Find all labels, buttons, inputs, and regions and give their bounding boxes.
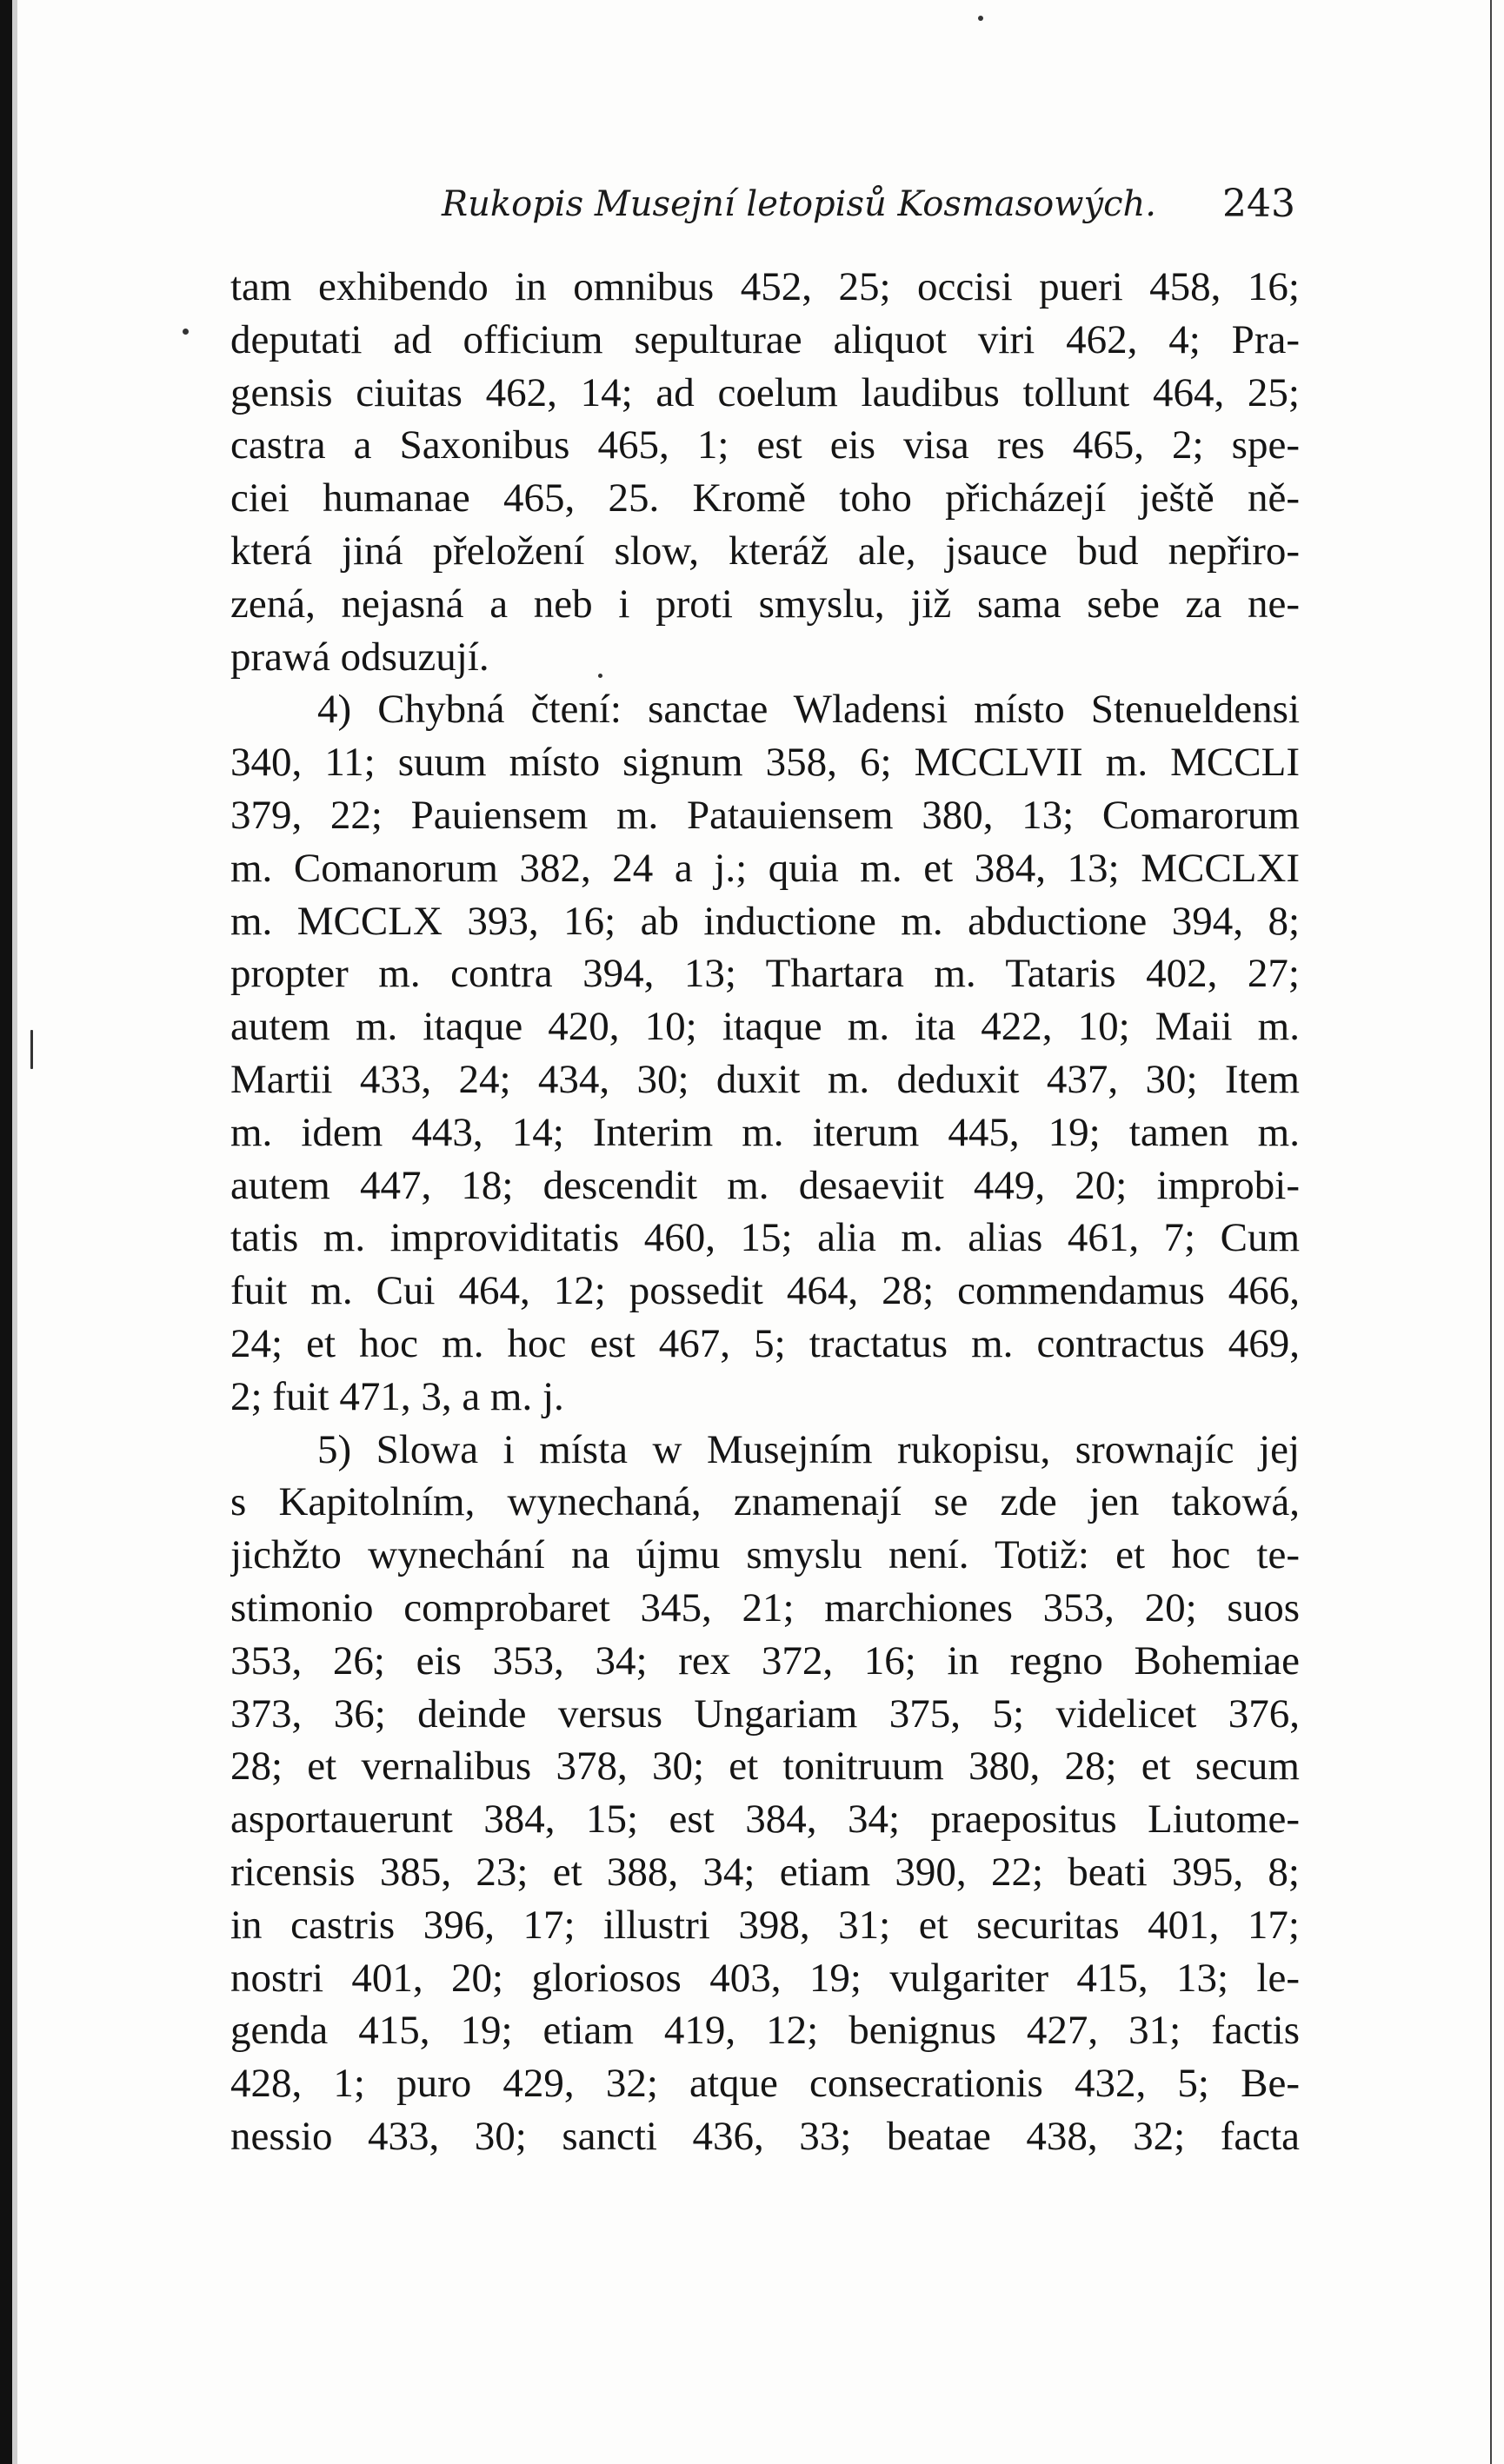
body-text [230, 261, 1300, 2163]
text-line: in castris 396, 17; illustri 398, 31; et securitas 401, 17; [230, 1902, 1300, 1948]
scan-speck [978, 16, 983, 21]
text-line: m. MCCLX 393, 16; ab inductione m. abductione 394, 8; [230, 898, 1300, 944]
text-line: ciei humanae 465, 25. Kromě toho přicházejí ještě ně- [230, 475, 1300, 521]
text-line: zená, nejasná a neb i proti smyslu, již sama sebe za ne- [230, 581, 1300, 627]
text-line: jichžto wynechání na újmu smyslu není. Totiž: et hoc te- [230, 1532, 1300, 1578]
text-line: která jiná přeložení slow, kteráž ale, jsauce bud nepřiro- [230, 528, 1300, 574]
paragraph-5-slowa-i-mista [230, 1424, 1300, 2163]
running-title: Rukopis Musejní letopisů Kosmasowých. [442, 184, 1156, 224]
text-line: tam exhibendo in omnibus 452, 25; occisi pueri 458, 16; [230, 264, 1300, 309]
page-edge-line [1490, 0, 1492, 2464]
text-line: 28; et vernalibus 378, 30; et tonitruum 380, 28; et secum [230, 1743, 1300, 1790]
text-line: gensis ciuitas 462, 14; ad coelum laudibus tollunt 464, 25; [230, 369, 1300, 415]
text-line: s Kapitolním, wynechaná, znamenají se zde jen takowá, [230, 1479, 1300, 1525]
text-line: asportauerunt 384, 15; est 384, 34; praepositus Liutome- [230, 1797, 1300, 1843]
gutter-shadow [12, 0, 17, 2464]
text-line: ricensis 385, 23; et 388, 34; etiam 390, 22; beati 395, 8; [230, 1849, 1300, 1895]
text-line: m. idem 443, 14; Interim m. iterum 445, 19; tamen m. [230, 1109, 1300, 1155]
text-line: nostri 401, 20; gloriosos 403, 19; vulgariter 415, 13; le- [230, 1955, 1300, 2001]
paragraph-4-chybna-cteni [230, 683, 1300, 1423]
text-line: Martii 433, 24; 434, 30; duxit m. deduxit 437, 30; Item [230, 1056, 1300, 1102]
text-line: m. Comanorum 382, 24 a j.; quia m. et 384, 13; MCCLXI [230, 845, 1300, 891]
page-number: 243 [1222, 182, 1295, 226]
text-line: stimonio comprobaret 345, 21; marchiones 353, 20; suos [230, 1584, 1300, 1630]
text-line: autem m. itaque 420, 10; itaque m. ita 422, 10; Maii m. [230, 1004, 1300, 1050]
text-line: fuit m. Cui 464, 12; possedit 464, 28; commendamus 466, [230, 1268, 1300, 1314]
text-line: 353, 26; eis 353, 34; rex 372, 16; in regno Bohemiae [230, 1637, 1300, 1684]
paragraph-continued [230, 261, 1300, 683]
text-line: genda 415, 19; etiam 419, 12; benignus 427, 31; factis [230, 2008, 1300, 2054]
text-line: propter m. contra 394, 13; Thartara m. Tataris 402, 27; [230, 951, 1300, 997]
text-line: 4) Chybná čtení: sanctae Wladensi místo Stenueldensi [317, 687, 1300, 733]
text-line: autem 447, 18; descendit m. desaeviit 449, 20; improbi- [230, 1162, 1300, 1208]
text-line: tatis m. improviditatis 460, 15; alia m. alias 461, 7; Cum [230, 1215, 1300, 1261]
book-spine-edge [0, 0, 12, 2464]
text-line: 24; et hoc m. hoc est 467, 5; tractatus m. contractus 469, [230, 1320, 1300, 1366]
text-line: 373, 36; deinde versus Ungariam 375, 5; videlicet 376, [230, 1690, 1300, 1737]
text-line: 340, 11; suum místo signum 358, 6; MCCLVII m. MCCLI [230, 740, 1300, 786]
text-line: 428, 1; puro 429, 32; atque consecrationis 432, 5; Be- [230, 2061, 1300, 2107]
text-line: castra a Saxonibus 465, 1; est eis visa res 465, 2; spe- [230, 422, 1300, 468]
page-header [233, 178, 1295, 230]
text-line: prawá odsuzují. [230, 634, 489, 680]
scan-speck [30, 1030, 33, 1069]
text-line: nessio 433, 30; sancti 436, 33; beatae 438, 32; facta [230, 2113, 1300, 2159]
text-line: deputati ad officium sepulturae aliquot viri 462, 4; Pra- [230, 316, 1300, 362]
text-line: 5) Slowa i místa w Musejním rukopisu, srownajíc jej [317, 1426, 1300, 1472]
scan-speck [183, 329, 189, 335]
text-line: 379, 22; Pauiensem m. Patauiensem 380, 13; Comarorum [230, 792, 1300, 838]
text-line: 2; fuit 471, 3, a m. j. [230, 1373, 564, 1419]
